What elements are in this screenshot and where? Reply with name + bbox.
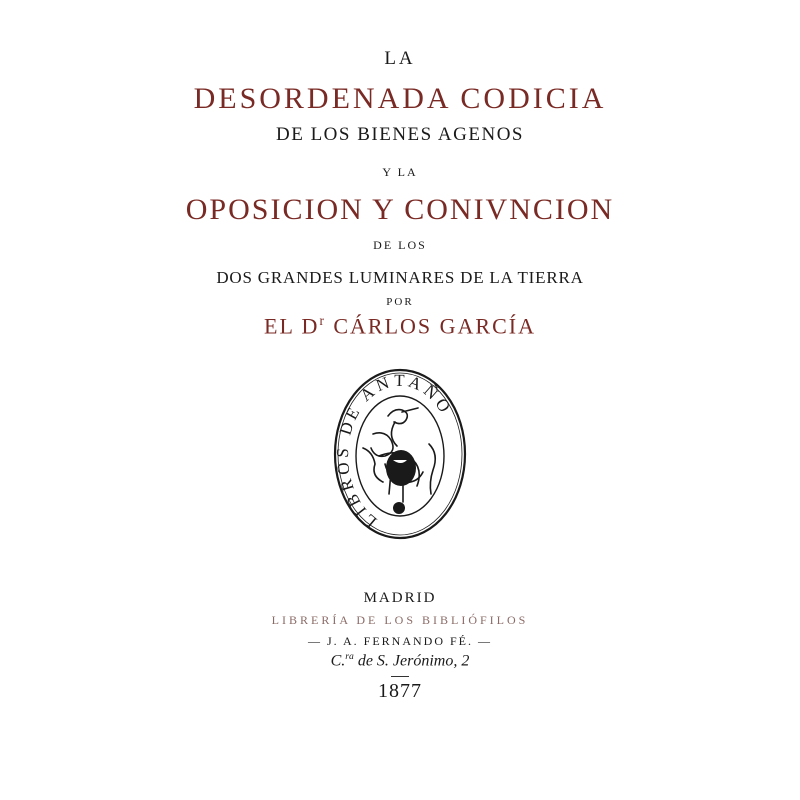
heraldic-seal-icon [333, 368, 467, 540]
author-prefix: EL D [264, 313, 320, 339]
imprint-address [0, 651, 800, 670]
imprint-printer: LIBRERÍA DE LOS BIBLIÓFILOS [271, 613, 529, 627]
imprint-city: MADRID [363, 590, 437, 606]
author-prefix-sup: r [319, 313, 326, 328]
title-preposition: DE LOS [373, 238, 427, 252]
address-prefix-sup: ra [345, 651, 354, 662]
address-rest: de S. Jerónimo, 2 [353, 652, 470, 670]
imprint-publisher: — J. A. FERNANDO FÉ. — [307, 634, 492, 648]
seal-motto: LIBROS DE ANTAÑO [333, 370, 457, 532]
address-prefix: C. [330, 652, 346, 670]
title-subline-2: DOS GRANDES LUMINARES DE LA TIERRA [216, 268, 584, 287]
byline-por: POR [386, 296, 414, 308]
title-subline-1: DE LOS BIENES AGENOS [276, 124, 524, 145]
title-conjunction: Y LA [382, 165, 418, 179]
author-line [0, 313, 800, 339]
author-name: CÁRLOS GARCÍA [333, 313, 536, 339]
imprint-year: 1877 [378, 680, 422, 702]
imprint-rule [391, 676, 409, 677]
title-main-line-2: OPOSICION Y CONIVNCION [185, 193, 615, 226]
title-main-line-1: DESORDENADA CODICIA [193, 82, 607, 115]
title-article: LA [384, 48, 416, 69]
